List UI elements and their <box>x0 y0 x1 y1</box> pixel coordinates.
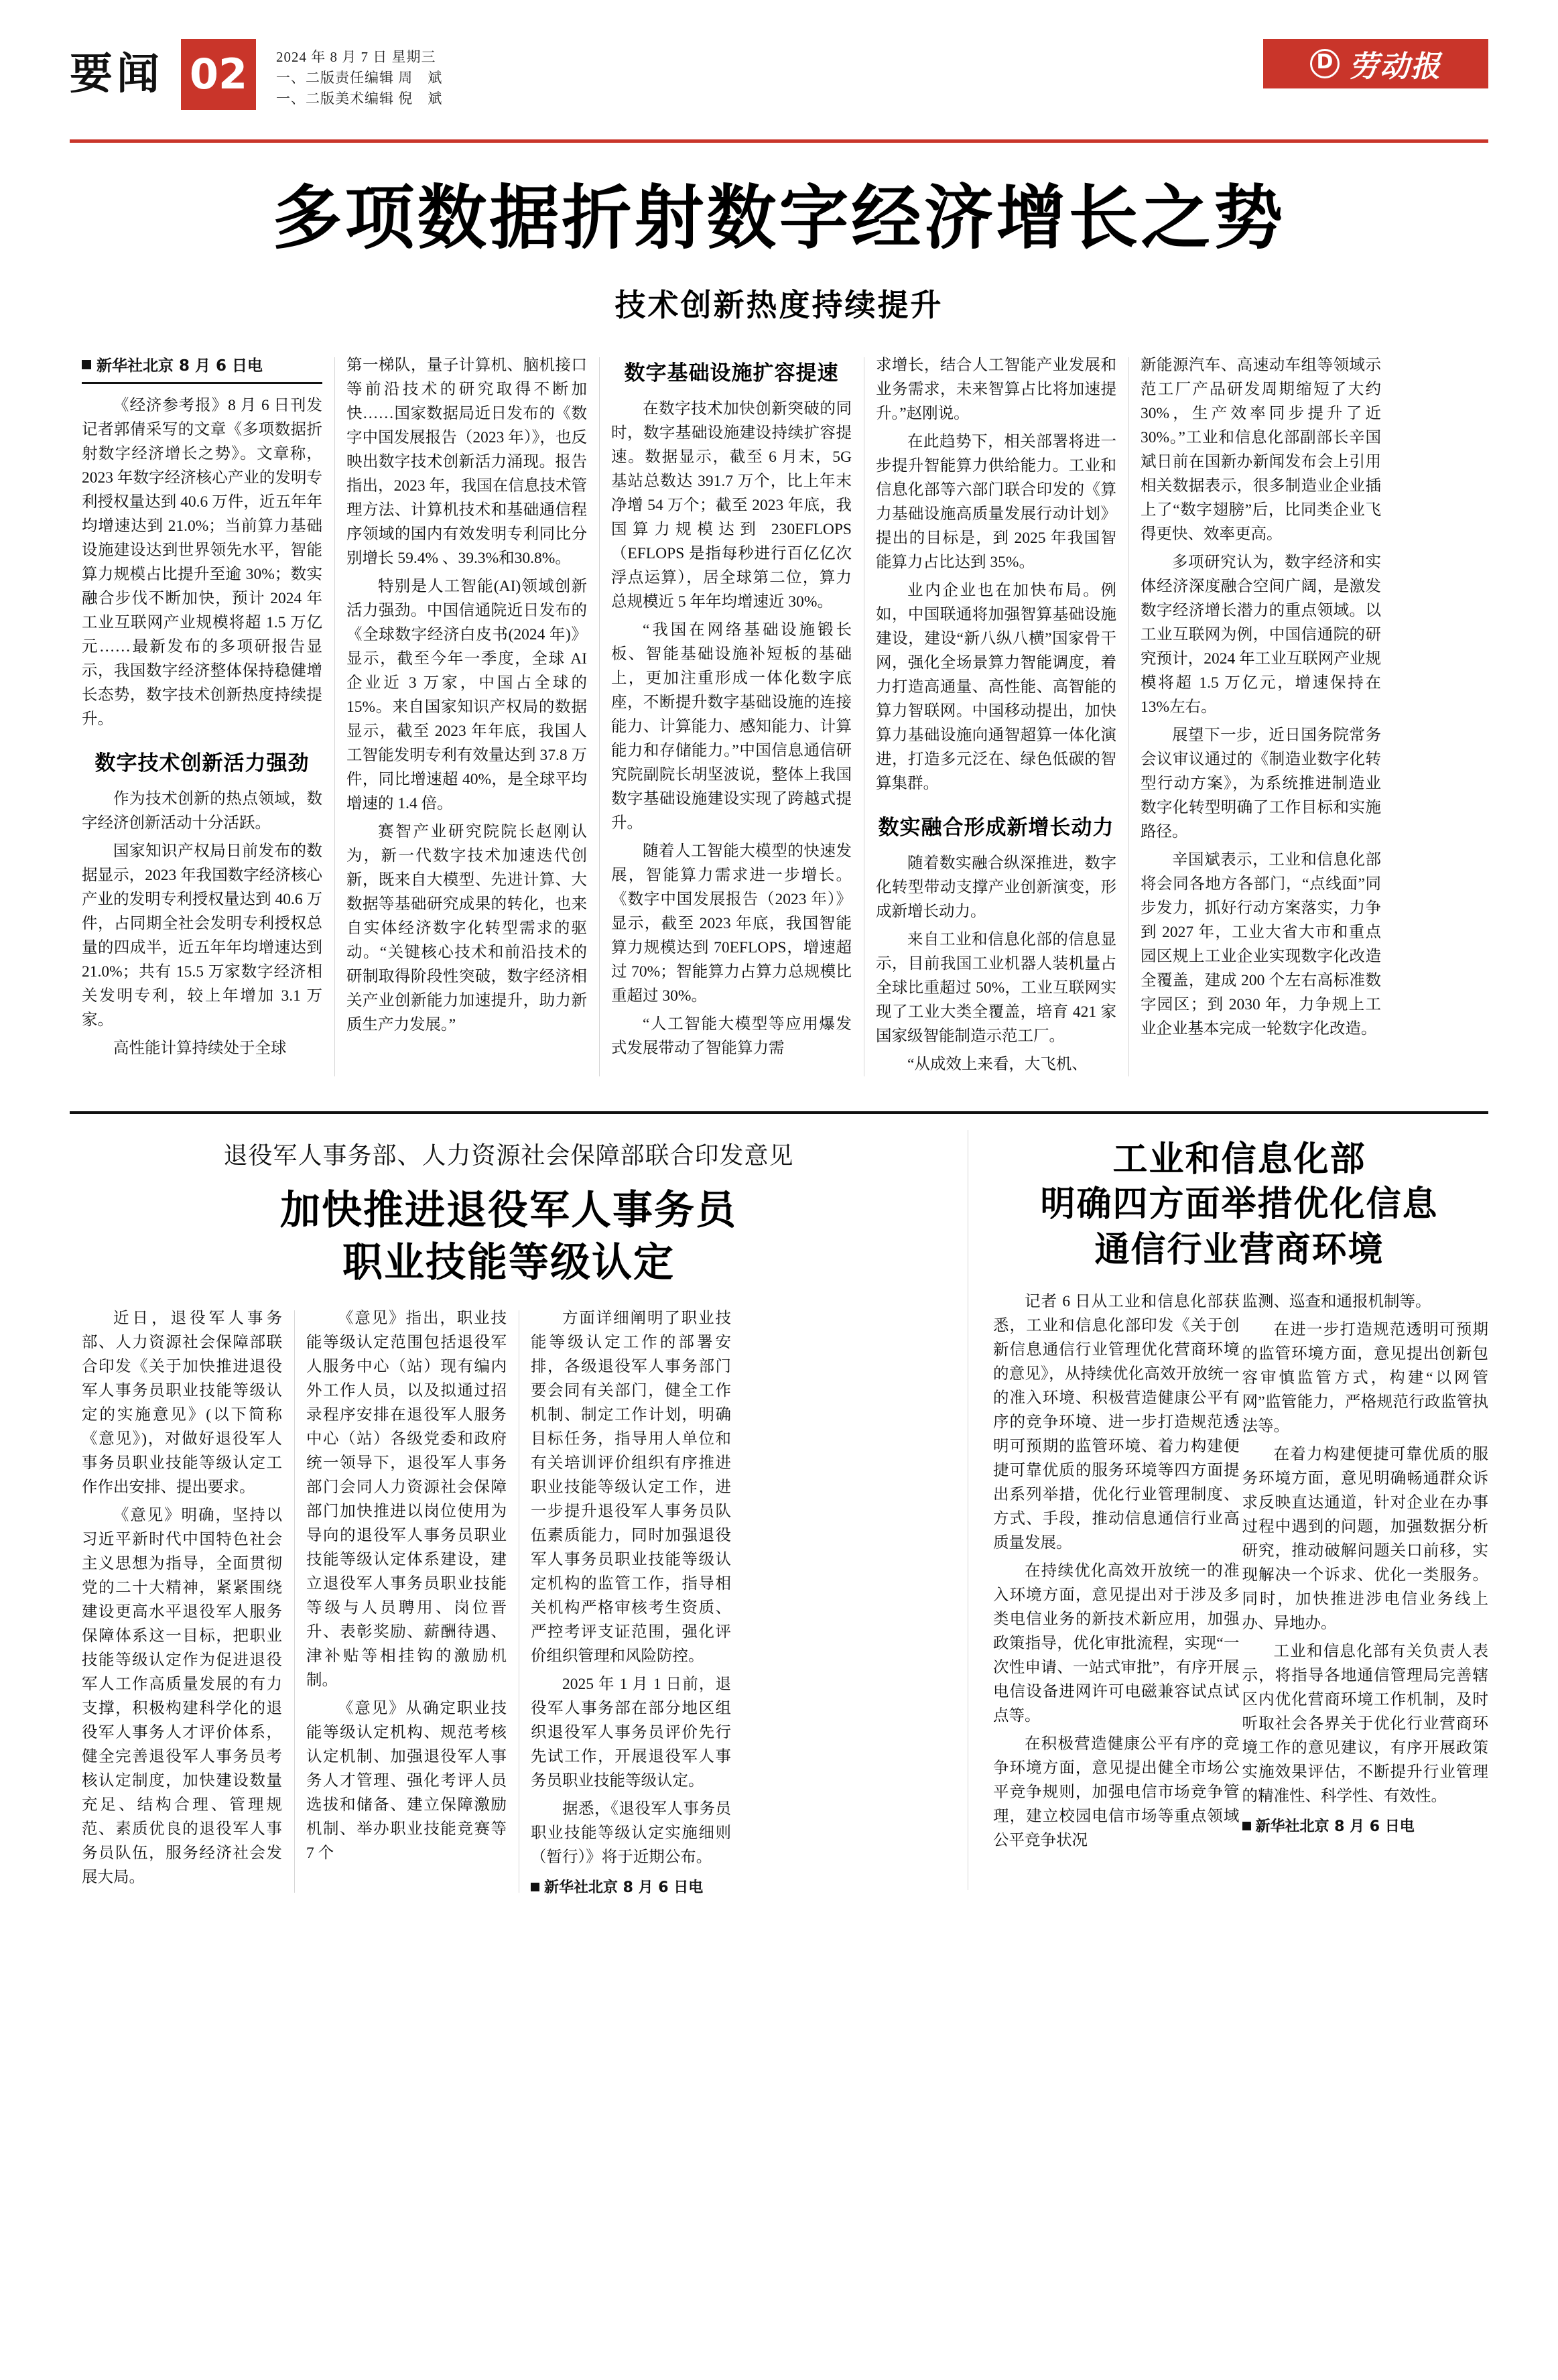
paragraph: 监测、巡查和通报机制等。 <box>1242 1293 1431 1311</box>
story-left-kicker: 退役军人事务部、人力资源社会保障部联合印发意见 <box>223 1141 794 1170</box>
paragraph: 多项研究认为，数字经济和实体经济深度融合空间广阔，是激发数字经济增长潜力的重点领域。以工业互联网为例，中国信通院的研究预计，2024 年工业互联网产业规模将超 1.5 万亿元，增速保持在 13%左右。 <box>1141 553 1381 716</box>
paragraph: 来自工业和信息化部的信息显示，目前我国工业机器人装机量占全球比重超过 50%，工业互联网实现了工业大类全覆盖，培育 421 家国家级智能制造示范工厂。 <box>876 930 1116 1045</box>
paragraph: 《意见》从确定职业技能等级认定机构、规范考核认定机制、加强退役军人事务人才管理、强化考评人员选拔和储备、建立保障激励机制、举办职业技能竞赛等 7 个 <box>306 1699 507 1862</box>
story-right-column-2 <box>1240 1290 1489 1857</box>
story-right-headline <box>990 1137 1488 1273</box>
dateline: 新华社北京 8 月 6 日电 <box>82 353 322 384</box>
section-subhead: 数实融合形成新增长动力 <box>878 815 1114 840</box>
top-story-columns <box>70 353 1488 1080</box>
paragraph: 特别是人工智能(AI)领域创新活力强劲。中国信通院近日发布的《全球数字经济白皮书(2024 年)》显示，截至今年一季度，全球 AI 企业近 3 万家，中国占全球的 15%。来自国家知识产权局的数据显示，截至 2023 年年底，我国人工智能发明专利有效量达到 37.8 万件，同比增速超 40%，是全球平均增速的 1.4 倍。 <box>346 577 587 812</box>
publication-logo <box>1263 39 1488 88</box>
story-right-headline-line3: 通信行业营商环境 <box>1094 1229 1384 1270</box>
paragraph: 在此趋势下，相关部署将进一步提升智能算力供给能力。工业和信息化部等六部门联合印发的《算力基础设施高质量发展行动计划》提出的目标是，到 2025 年我国智能算力占比达到 35%。 <box>876 432 1116 571</box>
paragraph: 求增长，结合人工智能产业发展和业务需求，未来智算占比将加速提升。”赵刚说。 <box>876 356 1116 422</box>
section-title: 要闻 <box>70 49 164 99</box>
story-left-column-3 <box>519 1306 743 1897</box>
paragraph: 工业和信息化部有关负责人表示，将指导各地通信管理局完善辖区内优化营商环境工作机制，及时听取社会各界关于优化行业营商环境工作的意见建议，有序开展政策实施效果评估，不断提升行业管理的精准性、科学性、有效性。 <box>1242 1643 1488 1806</box>
paragraph: 第一梯队，量子计算机、脑机接口等前沿技术的研究取得不断加快……国家数据局近日发布的《数字中国发展报告（2023 年）》，也反映出数字技术创新活力涌现。报告指出，2023 年，我国在信息技术管理方法、计算机技术和基础通信程序领域的国内有效发明专利同比分别增长 59.4% 、39.3%和30.8%。 <box>346 356 587 567</box>
story-right-column-1 <box>990 1290 1240 1857</box>
story-right-columns <box>990 1290 1488 1857</box>
bottom-section <box>70 1114 1488 1897</box>
issue-date: 2024 年 8 月 7 日 星期三 <box>276 49 436 65</box>
story-left-column-2 <box>294 1306 519 1897</box>
paragraph: 作为技术创新的热点领域，数字经济创新活动十分活跃。 <box>82 790 322 832</box>
top-story-headline-block <box>70 178 1488 325</box>
paragraph: 近日，退役军人事务部、人力资源社会保障部联合印发《关于加快推进退役军人事务员职业技能等级认定的实施意见》(以下简称《意见》)，对做好退役军人事务员职业技能等级认定工作作出安排、提出要求。 <box>82 1309 282 1496</box>
story-left-headline-line1: 加快推进退役军人事务员 <box>280 1186 737 1234</box>
section-subhead: 数字基础设施扩容提速 <box>624 361 839 385</box>
paragraph: 随着人工智能大模型的快速发展，智能算力需求进一步增长。《数字中国发展报告（2023 年）》显示，截至 2023 年底，我国智能算力规模达到 70EFLOPS，增速超过 70%；智能算力占算力总规模比重超过 30%。 <box>611 842 852 1005</box>
masthead-left <box>70 39 256 110</box>
top-story-column-1 <box>70 353 334 1080</box>
paragraph: 在进一步打造规范透明可预期的监管环境方面，意见提出创新包容审慎监管方式，构建“以网管网”监管能力，严格规范行政监管执法等。 <box>1242 1321 1488 1436</box>
paragraph: 赛智产业研究院院长赵刚认为，新一代数字技术加速迭代创新，既来自大模型、先进计算、大数据等基础研究成果的转化，也来自实体经济数字化转型需求的驱动。“关键核心技术和前沿技术的研制取得阶段性突破，数字经济相关产业创新能力加速提升，助力新质生产力发展。” <box>346 822 587 1034</box>
page-title: 多项数据折射数字经济增长之势 <box>272 176 1286 259</box>
top-story-column-3 <box>599 353 864 1080</box>
logo-text: 劳动报 <box>1349 50 1441 84</box>
square-bullet-icon <box>1242 1822 1251 1830</box>
art-editor-line: 一、二版美术编辑 倪 斌 <box>276 90 443 107</box>
paragraph: 新能源汽车、高速动车组等领域示范工厂产品研发周期缩短了大约 30%，生产效率同步提升了近 30%。”工业和信息化部副部长辛国斌日前在国新办新闻发布会上引用相关数据表示，很多制造业企业插上了“数字翅膀”后，比同类企业飞得更快、效率更高。 <box>1141 356 1381 543</box>
newspaper-page <box>0 39 1558 2380</box>
story-left <box>70 1114 968 1897</box>
paragraph: 高性能计算持续处于全球 <box>113 1039 287 1057</box>
top-story-column-2 <box>334 353 599 1080</box>
logo-mark-icon: D <box>1310 49 1340 78</box>
page-subtitle: 技术创新热度持续提升 <box>614 286 944 323</box>
paragraph: 在持续优化高效开放统一的准入环境方面，意见提出对于涉及多类电信业务的新技术新应用，加强政策指导，优化审批流程，实现“一次性申请、一站式审批”，有序开展电信设备进网许可电磁兼容试点试点等。 <box>993 1562 1240 1725</box>
square-bullet-icon <box>531 1883 539 1891</box>
paragraph: 据悉，《退役军人事务员职业技能等级认定实施细则（暂行）》将于近期公布。 <box>531 1800 731 1866</box>
paragraph: 2025 年 1 月 1 日前，退役军人事务部在部分地区组织退役军人事务员评价先行先试工作，开展退役军人事务员职业技能等级认定。 <box>531 1675 731 1790</box>
page-number: 02 <box>181 39 256 110</box>
paragraph: 辛国斌表示，工业和信息化部将会同各地方各部门，“点线面”同步发力，抓好行动方案落实，力争到 2027 年，工业大省大市和重点园区规上工业企业实现数字化改造全覆盖，建成 200 个左右高标准数字园区；到 2030 年，力争规上工业企业基本完成一轮数字化改造。 <box>1141 851 1381 1038</box>
paragraph: 在数字技术加快创新突破的同时，数字基础设施建设持续扩容提速。数据显示，截至 6 月末，5G 基站总数达 391.7 万个，比上年末净增 54 万个；截至 2023 年底，我国算力规模达到 230EFLOPS（EFLOPS 是指每秒进行百亿亿次浮点运算），居全球第二位，算力总规模近 5 年年均增速近 30%。 <box>611 399 852 611</box>
paragraph: “我国在网络基础设施锻长板、智能基础设施补短板的基础上，更加注重形成一体化数字底座，不断提升数字基础设施的连接能力、计算能力、感知能力、计算能力和存储能力。”中国信息通信研究院副院长胡坚波说，整体上我国数字基础设施建设实现了跨越式提升。 <box>611 621 852 832</box>
masthead-meta <box>276 39 442 109</box>
section-subhead: 数字技术创新活力强劲 <box>94 751 310 775</box>
story-right-endline: 新华社北京 8 月 6 日电 <box>1242 1815 1489 1836</box>
paragraph: 随着数实融合纵深推进，数字化转型带动支撑产业创新演变，形成新增长动力。 <box>876 854 1116 920</box>
top-story-column-4 <box>864 353 1128 1080</box>
paragraph: 业内企业也在加快布局。例如，中国联通将加强智算基础设施建设，建设“新八纵八横”国家骨干网，强化全场景算力智能调度，着力打造高通量、高性能、高智能的算力智联网。中国移动提出，加快算力基础设施向通智超算一体化演进，打造多元泛在、绿色低碳的智算集群。 <box>876 581 1116 792</box>
paragraph: “人工智能大模型等应用爆发式发展带动了智能算力需 <box>611 1015 852 1057</box>
paragraph: 方面详细阐明了职业技能等级认定工作的部署安排，各级退役军人事务部门要会同有关部门，健全工作机制、制定工作计划，明确目标任务，指导用人单位和有关培训评价组织有序推进职业技能等级认定工作，进一步提升退役军人事务员队伍素质能力，同时加强退役军人事务员职业技能等级认定机构的监管工作，指导相关机构严格审核考生资质、严控考评支证范围，强化评价组织管理和风险防控。 <box>531 1309 731 1665</box>
paragraph: 《意见》指出，职业技能等级认定范围包括退役军人服务中心（站）现有编内外工作人员，以及拟通过招录程序安排在退役军人服务中心（站）各级党委和政府统一领导下，退役军人事务部门会同人力资源社会保障部门加快推进以岗位使用为导向的退役军人事务员职业技能等级认定体系建设，建立退役军人事务员职业技能等级与人员聘用、岗位晋升、表彰奖励、薪酬待遇、津补贴等相挂钩的激励机制。 <box>306 1309 507 1689</box>
story-right-headline-line1: 工业和信息化部 <box>1112 1138 1366 1180</box>
story-left-headline-line2: 职业技能等级认定 <box>342 1239 675 1286</box>
story-left-headline <box>70 1184 948 1289</box>
editor-line: 一、二版责任编辑 周 斌 <box>276 70 443 86</box>
top-story-column-5 <box>1128 353 1393 1080</box>
masthead <box>70 39 1488 143</box>
story-left-columns <box>70 1306 948 1897</box>
story-left-column-1 <box>70 1306 294 1897</box>
paragraph: 在积极营造健康公平有序的竞争环境方面，意见提出健全市场公平竞争规则，加强电信市场竞争管理，建立校园电信市场等重点领域公平竞争状况 <box>993 1735 1240 1850</box>
paragraph: 《经济参考报》8 月 6 日刊发记者郭倩采写的文章《多项数据折射数字经济增长之势》。文章称，2023 年数字经济核心产业的发明专利授权量达到 40.6 万件，近五年年均增速达到 21.0%；当前算力基础设施建设达到世界领先水平，智能算力规模占比提升至逾 30%；数实融合步伐不断加快，预计 2024 年工业互联网产业规模将超 1.5 万亿元……最新发布的多项研报告显示，我国数字经济整体保持稳健增长态势，数字技术创新热度持续提升。 <box>82 396 322 728</box>
paragraph: 《意见》明确，坚持以习近平新时代中国特色社会主义思想为指导，全面贯彻党的二十大精神，紧紧围绕建设更高水平退役军人服务保障体系这一目标，把职业技能等级认定作为促进退役军人工作高质量发展的有力支撑，积极构建科学化的退役军人事务人才评价体系，健全完善退役军人事务员考核认定制度，加快建设数量充足、结构合理、管理规范、素质优良的退役军人事务员队伍，服务经济社会发展大局。 <box>82 1506 282 1886</box>
paragraph: 在着力构建便捷可靠优质的服务环境方面，意见明确畅通群众诉求反映直达通道，针对企业在办事过程中遇到的问题，加强数据分析研究，推动破解问题关口前移，实现解决一个诉求、优化一类服务。同时，加快推进涉电信业务线上办、异地办。 <box>1242 1446 1488 1633</box>
square-bullet-icon <box>82 360 91 369</box>
paragraph: 国家知识产权局日前发布的数据显示，2023 年我国数字经济核心产业的发明专利授权量达到 40.6 万件，占同期全社会发明专利授权总量的四成半，近五年年均增速达到 21.0%；共有 15.5 万家数字经济相关发明专利，较上年增加 3.1 万家。 <box>82 842 322 1029</box>
paragraph: 展望下一步，近日国务院常务会议审议通过的《制造业数字化转型行动方案》，为系统推进制造业数字化转型明确了工作目标和实施路径。 <box>1141 726 1381 840</box>
paragraph: “从成效上来看，大飞机、 <box>907 1055 1088 1073</box>
story-right-headline-line2: 明确四方面举措优化信息 <box>1040 1184 1439 1225</box>
story-right <box>968 1114 1488 1897</box>
paragraph: 记者 6 日从工业和信息化部获悉，工业和信息化部印发《关于创新信息通信行业管理优化营商环境的意见》，从持续优化高效开放统一的准入环境、积极营造健康公平有序的竞争环境、进一步打造规范透明可预期的监管环境、着力构建便捷可靠优质的服务环境等四方面提出系列举措，优化行业管理制度、方式、手段，推动信息通信行业高质量发展。 <box>993 1293 1240 1552</box>
story-left-endline: 新华社北京 8 月 6 日电 <box>531 1876 731 1897</box>
